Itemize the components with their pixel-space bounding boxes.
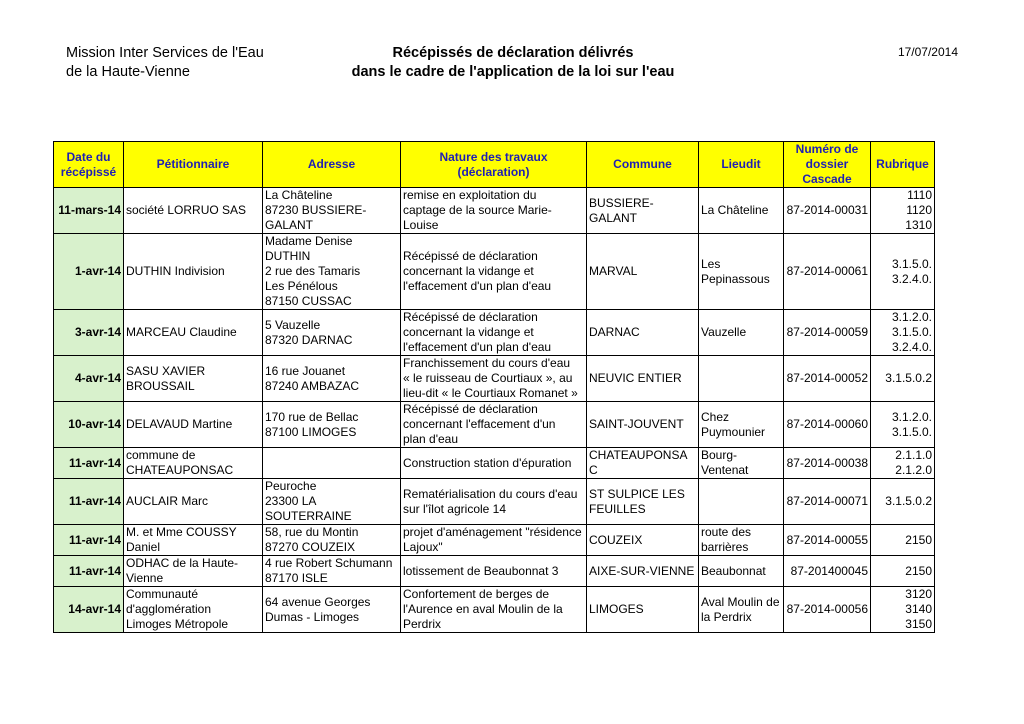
cell-nature-line: Louise xyxy=(403,218,439,232)
cell-commune-line: CHATEAUPONSA xyxy=(589,448,688,462)
table-header-row xyxy=(54,142,935,188)
cell-rubrique-line: 3.1.5.0.2 xyxy=(885,494,932,508)
cell-nature-line: plan d'eau xyxy=(403,432,459,446)
cell-petitionnaire-line: M. et Mme COUSSY xyxy=(126,525,237,539)
declarations-table xyxy=(53,141,935,633)
cell-lieudit xyxy=(699,402,784,448)
cell-nature xyxy=(401,556,587,587)
cell-lieudit xyxy=(699,525,784,556)
cell-commune xyxy=(587,525,699,556)
organization-line-2: de la Haute-Vienne xyxy=(66,64,190,80)
cell-adresse-line: GALANT xyxy=(265,218,314,232)
cell-nature-line: lieu-dit « le Courtiaux Romanet » xyxy=(403,386,578,400)
cell-nature xyxy=(401,402,587,448)
cell-petitionnaire-line: Communauté xyxy=(126,587,199,601)
cell-commune-line: SAINT-JOUVENT xyxy=(589,417,684,431)
table-row xyxy=(54,525,935,556)
cell-nature-line: remise en exploitation du xyxy=(403,188,537,202)
cell-rubrique xyxy=(871,479,935,525)
cell-commune xyxy=(587,310,699,356)
cell-rubrique-line: 3.1.5.0.2 xyxy=(885,371,932,385)
column-header-rubrique: Rubrique xyxy=(871,142,935,188)
cell-commune xyxy=(587,188,699,234)
cell-date: 3-avr-14 xyxy=(54,310,124,356)
cell-petitionnaire xyxy=(124,310,263,356)
cell-rubrique-line: 3.2.4.0. xyxy=(891,340,932,354)
cell-rubrique xyxy=(871,402,935,448)
document-date: 17/07/2014 xyxy=(897,45,958,59)
cell-lieudit-line: la Perdrix xyxy=(701,609,752,624)
cell-lieudit xyxy=(699,448,784,479)
cell-nature-line: Récépissé de déclaration xyxy=(403,402,538,416)
cell-rubrique-line: 3120 xyxy=(905,587,932,601)
cell-commune-line: MARVAL xyxy=(589,264,638,278)
cell-lieudit-line: Bourg- xyxy=(701,448,738,462)
cell-lieudit xyxy=(699,479,784,525)
column-header-date: Date du récépissé xyxy=(54,142,124,188)
cell-lieudit-line: La Châteline xyxy=(701,203,769,217)
cell-rubrique-line: 3.1.5.0. xyxy=(891,424,932,439)
column-header-commune: Commune xyxy=(587,142,699,188)
cell-numero: 87-201400045 xyxy=(784,556,871,587)
organization-name xyxy=(66,44,264,82)
organization-line-1: Mission Inter Services de l'Eau xyxy=(66,45,264,61)
cell-numero: 87-2014-00055 xyxy=(784,525,871,556)
cell-adresse-line: Dumas - Limoges xyxy=(265,609,360,624)
cell-adresse-line: Madame Denise xyxy=(265,234,353,248)
cell-lieudit xyxy=(699,234,784,310)
cell-adresse-line: 16 rue Jouanet xyxy=(265,363,346,378)
cell-numero: 87-2014-00031 xyxy=(784,188,871,234)
cell-rubrique-line: 1310 xyxy=(905,218,932,232)
cell-lieudit-line: barrières xyxy=(701,540,749,554)
cell-adresse xyxy=(263,188,401,234)
cell-lieudit-line: Beaubonnat xyxy=(701,563,766,578)
column-header-lieudit: Lieudit xyxy=(699,142,784,188)
cell-lieudit-line: Les xyxy=(701,256,721,271)
cell-numero: 87-2014-00038 xyxy=(784,448,871,479)
cell-adresse xyxy=(263,402,401,448)
cell-commune-line: ST SULPICE LES xyxy=(589,486,685,501)
cell-commune xyxy=(587,479,699,525)
cell-adresse-line: Peuroche xyxy=(265,479,317,493)
cell-numero: 87-2014-00056 xyxy=(784,587,871,633)
cell-adresse xyxy=(263,525,401,556)
cell-adresse-line: 87100 LIMOGES xyxy=(265,424,357,439)
cell-petitionnaire xyxy=(124,234,263,310)
cell-rubrique xyxy=(871,525,935,556)
cell-nature-line: Perdrix xyxy=(403,617,442,631)
cell-petitionnaire xyxy=(124,356,263,402)
cell-numero: 87-2014-00060 xyxy=(784,402,871,448)
cell-nature xyxy=(401,587,587,633)
cell-lieudit-line: Chez xyxy=(701,409,730,424)
cell-rubrique xyxy=(871,556,935,587)
cell-adresse xyxy=(263,587,401,633)
cell-nature-line: Lajoux" xyxy=(403,540,443,554)
cell-rubrique-line: 3.1.2.0. xyxy=(891,310,932,324)
cell-lieudit xyxy=(699,587,784,633)
cell-commune-line: LIMOGES xyxy=(589,602,644,616)
cell-lieudit-line: Pepinassous xyxy=(701,271,770,286)
cell-lieudit-line: Puymounier xyxy=(701,424,766,439)
cell-commune xyxy=(587,556,699,587)
cell-commune-line: COUZEIX xyxy=(589,532,643,547)
cell-adresse-line: La Châteline xyxy=(265,188,333,202)
cell-nature xyxy=(401,448,587,479)
cell-adresse-line: Les Pénélous xyxy=(265,279,338,293)
cell-nature-line: « le ruisseau de Courtiaux », au xyxy=(403,371,573,385)
table-row xyxy=(54,188,935,234)
cell-adresse-line: 87270 COUZEIX xyxy=(265,540,356,554)
table-row xyxy=(54,448,935,479)
cell-adresse xyxy=(263,356,401,402)
cell-adresse-line: 87170 ISLE xyxy=(265,571,328,585)
table-row xyxy=(54,310,935,356)
cell-nature xyxy=(401,525,587,556)
cell-commune xyxy=(587,356,699,402)
cell-nature xyxy=(401,310,587,356)
cell-rubrique xyxy=(871,234,935,310)
cell-rubrique-line: 3150 xyxy=(905,617,932,631)
document-title-line-2: dans le cadre de l'application de la loi sur l'eau xyxy=(351,64,675,80)
column-header-numero: Numéro de dossier Cascade xyxy=(784,142,871,188)
cell-rubrique xyxy=(871,188,935,234)
cell-petitionnaire-line: SASU XAVIER xyxy=(126,363,206,378)
cell-petitionnaire-line: Daniel xyxy=(126,540,161,554)
cell-petitionnaire-line: AUCLAIR Marc xyxy=(126,494,209,508)
table-row xyxy=(54,356,935,402)
cell-nature-line: Rematérialisation du cours d'eau xyxy=(403,486,578,501)
cell-rubrique-line: 3.2.4.0. xyxy=(891,271,932,286)
table-row xyxy=(54,556,935,587)
column-header-petitionnaire: Pétitionnaire xyxy=(124,142,263,188)
cell-adresse xyxy=(263,310,401,356)
cell-lieudit xyxy=(699,310,784,356)
cell-petitionnaire-line: MARCEAU Claudine xyxy=(126,325,237,339)
cell-lieudit-line: Ventenat xyxy=(701,463,749,477)
cell-petitionnaire xyxy=(124,587,263,633)
cell-lieudit-line: Vauzelle xyxy=(701,325,747,339)
cell-adresse-line: 87320 DARNAC xyxy=(265,332,353,347)
cell-adresse-line: 23300 LA xyxy=(265,494,317,508)
cell-lieudit-line: Aval Moulin de xyxy=(701,594,780,609)
cell-petitionnaire-line: BROUSSAIL xyxy=(126,378,195,393)
cell-date: 11-mars-14 xyxy=(54,188,124,234)
cell-petitionnaire xyxy=(124,525,263,556)
cell-nature-line: concernant la vidange et xyxy=(403,325,534,339)
cell-adresse-line: 64 avenue Georges xyxy=(265,594,371,609)
cell-nature xyxy=(401,479,587,525)
cell-nature-line: l'effacement d'un plan d'eau xyxy=(403,340,552,354)
cell-nature-line: projet d'aménagement "résidence xyxy=(403,525,582,539)
document-title-line-1: Récépissés de déclaration délivrés xyxy=(392,45,634,61)
cell-rubrique-line: 1110 xyxy=(907,188,932,202)
cell-adresse-line: 58, rue du Montin xyxy=(265,525,359,539)
cell-rubrique-line: 3.1.5.0. xyxy=(891,325,932,339)
table-row xyxy=(54,587,935,633)
cell-commune-line: FEUILLES xyxy=(589,501,646,516)
cell-date: 10-avr-14 xyxy=(54,402,124,448)
cell-date: 4-avr-14 xyxy=(54,356,124,402)
cell-nature-line: Construction station d'épuration xyxy=(403,455,572,470)
cell-commune xyxy=(587,587,699,633)
cell-petitionnaire xyxy=(124,402,263,448)
cell-adresse-line: 5 Vauzelle xyxy=(265,317,321,332)
cell-numero: 87-2014-00059 xyxy=(784,310,871,356)
cell-lieudit xyxy=(699,188,784,234)
cell-rubrique-line: 3.1.5.0. xyxy=(891,256,932,271)
cell-rubrique-line: 1120 xyxy=(906,203,932,217)
cell-commune-line: C xyxy=(589,463,598,477)
cell-rubrique xyxy=(871,356,935,402)
cell-nature xyxy=(401,234,587,310)
cell-rubrique-line: 2.1.2.0 xyxy=(895,463,932,477)
cell-adresse xyxy=(263,234,401,310)
cell-adresse-line: SOUTERRAINE xyxy=(265,509,352,523)
document-title xyxy=(300,44,726,82)
cell-nature xyxy=(401,188,587,234)
cell-date: 14-avr-14 xyxy=(54,587,124,633)
cell-adresse-line: 87240 AMBAZAC xyxy=(265,378,360,393)
cell-adresse-line: 170 rue de Bellac xyxy=(265,409,359,424)
cell-rubrique-line: 3140 xyxy=(905,602,932,616)
cell-rubrique-line: 3.1.2.0. xyxy=(891,409,932,424)
column-header-adresse: Adresse xyxy=(263,142,401,188)
cell-commune xyxy=(587,234,699,310)
cell-petitionnaire xyxy=(124,479,263,525)
cell-numero: 87-2014-00052 xyxy=(784,356,871,402)
cell-nature-line: Récépissé de déclaration xyxy=(403,249,538,263)
cell-commune-line: NEUVIC ENTIER xyxy=(589,371,682,385)
cell-date: 11-avr-14 xyxy=(54,556,124,587)
cell-petitionnaire xyxy=(124,188,263,234)
cell-rubrique-line: 2150 xyxy=(905,532,932,547)
table-row xyxy=(54,234,935,310)
cell-commune-line: DARNAC xyxy=(589,325,640,339)
cell-nature-line: captage de la source Marie- xyxy=(403,203,552,217)
cell-petitionnaire-line: d'agglomération xyxy=(126,602,212,616)
cell-adresse xyxy=(263,448,401,479)
cell-nature-line: l'Aurence en aval Moulin de la xyxy=(403,602,563,616)
cell-numero: 87-2014-00061 xyxy=(784,234,871,310)
cell-nature-line: l'effacement d'un plan d'eau xyxy=(403,279,552,293)
cell-petitionnaire xyxy=(124,448,263,479)
cell-commune xyxy=(587,448,699,479)
table-body xyxy=(54,188,935,633)
cell-petitionnaire-line: DELAVAUD Martine xyxy=(126,417,233,431)
cell-nature-line: concernant la vidange et xyxy=(403,264,534,278)
cell-adresse xyxy=(263,556,401,587)
cell-commune-line: AIXE-SUR-VIENNE xyxy=(589,563,695,578)
cell-numero: 87-2014-00071 xyxy=(784,479,871,525)
cell-nature-line: Franchissement du cours d'eau xyxy=(403,356,571,370)
cell-rubrique-line: 2150 xyxy=(905,563,932,578)
column-header-nature: Nature des travaux (déclaration) xyxy=(401,142,587,188)
cell-adresse-line: 87150 CUSSAC xyxy=(265,294,352,308)
cell-petitionnaire-line: Limoges Métropole xyxy=(126,617,229,631)
cell-rubrique xyxy=(871,587,935,633)
cell-petitionnaire-line: commune de xyxy=(126,448,196,462)
cell-petitionnaire-line: CHATEAUPONSAC xyxy=(126,463,234,477)
cell-petitionnaire-line: DUTHIN Indivision xyxy=(126,264,225,278)
cell-lieudit-line: route des xyxy=(701,525,752,539)
cell-nature-line: Confortement de berges de xyxy=(403,587,550,601)
cell-adresse-line: DUTHIN xyxy=(265,249,311,263)
cell-lieudit xyxy=(699,356,784,402)
cell-date: 11-avr-14 xyxy=(54,525,124,556)
cell-petitionnaire-line: Vienne xyxy=(126,571,164,585)
cell-adresse xyxy=(263,479,401,525)
cell-adresse-line: 2 rue des Tamaris xyxy=(265,264,361,278)
cell-petitionnaire-line: société LORRUO SAS xyxy=(126,203,247,217)
cell-nature-line: lotissement de Beaubonnat 3 xyxy=(403,563,559,578)
cell-rubrique xyxy=(871,448,935,479)
cell-nature-line: concernant l'effacement d'un xyxy=(403,417,556,431)
cell-date: 11-avr-14 xyxy=(54,448,124,479)
cell-adresse-line: 4 rue Robert Schumann xyxy=(265,556,393,570)
cell-commune-line: BUSSIERE- xyxy=(589,195,654,210)
cell-nature-line: sur l'îlot agricole 14 xyxy=(403,501,507,516)
cell-petitionnaire-line: ODHAC de la Haute- xyxy=(126,556,239,570)
cell-rubrique-line: 2.1.1.0 xyxy=(895,448,932,462)
cell-nature-line: Récépissé de déclaration xyxy=(403,310,538,324)
table-row xyxy=(54,479,935,525)
cell-date: 11-avr-14 xyxy=(54,479,124,525)
cell-date: 1-avr-14 xyxy=(54,234,124,310)
cell-adresse-line: 87230 BUSSIERE- xyxy=(265,203,367,217)
cell-nature xyxy=(401,356,587,402)
cell-lieudit xyxy=(699,556,784,587)
cell-commune-line: GALANT xyxy=(589,210,638,225)
table-row xyxy=(54,402,935,448)
cell-commune xyxy=(587,402,699,448)
cell-rubrique xyxy=(871,310,935,356)
cell-petitionnaire xyxy=(124,556,263,587)
